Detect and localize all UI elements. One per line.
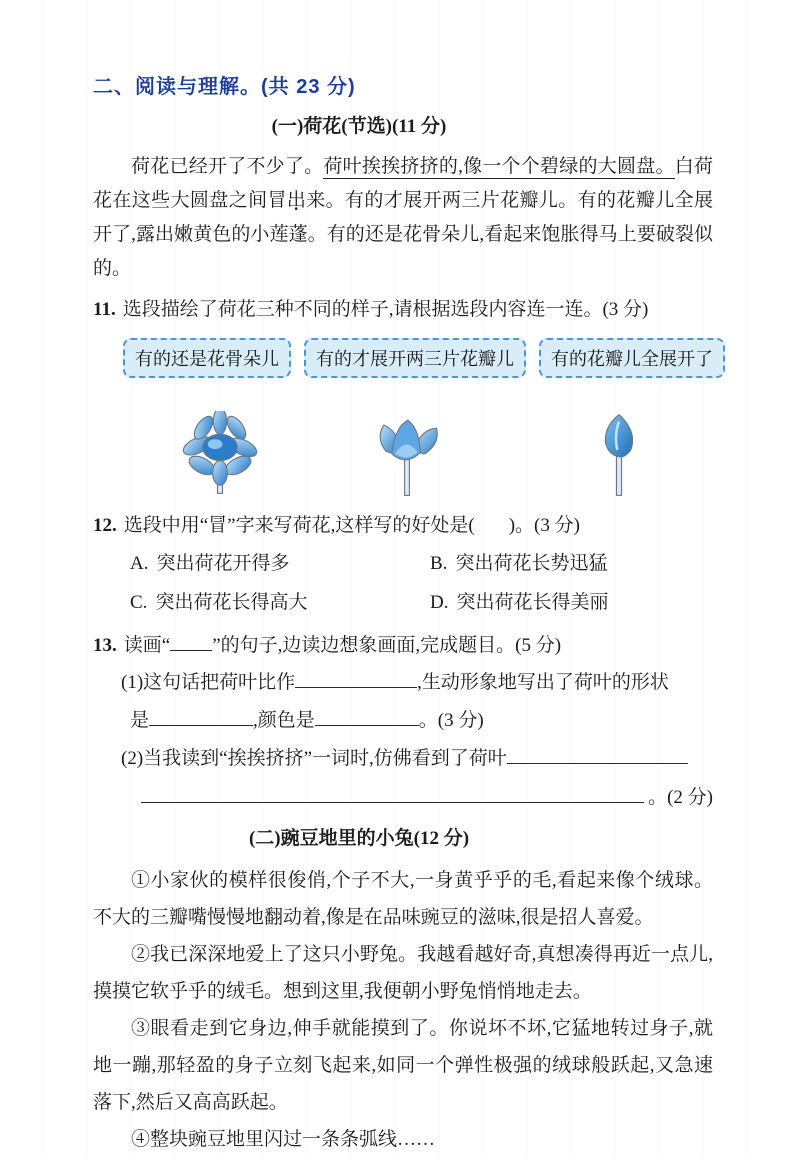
passage1-pre: 荷花已经开了不少了。 <box>131 156 324 177</box>
passage2-paragraph-4: ④整块豌豆地里闪过一条条弧线…… <box>131 1129 436 1150</box>
question-13-sub2-line2 <box>141 778 713 818</box>
section-header: 二、阅读与理解。(共 23 分) <box>93 76 356 98</box>
lotus-full-bloom-image <box>179 411 261 502</box>
lotus-bud-image <box>593 413 645 502</box>
answer-blank <box>295 672 417 688</box>
option-b-letter: B. <box>430 553 448 574</box>
question-13-head-post: ”的句子,边读边想象画面,完成题目。(5 分) <box>212 635 562 656</box>
sub1-line2-b: ,颜色是 <box>253 710 315 731</box>
question-13 <box>93 627 713 664</box>
passage1-underlined-sentence: 荷叶挨挨挤挤的,像一个个碧绿的大圆盘。 <box>323 156 675 177</box>
question-11-text: 选段描绘了荷花三种不同的样子,请根据选段内容连一连。(3 分) <box>122 299 649 320</box>
match-boxes-row <box>123 338 713 378</box>
option-c-letter: C. <box>130 592 148 613</box>
match-box-bud: 有的还是花骨朵儿 <box>123 338 291 378</box>
question-11 <box>93 291 713 328</box>
option-a <box>130 544 430 583</box>
question-12 <box>93 507 713 544</box>
question-12-text-post: )。(3 分) <box>508 515 580 536</box>
question-13-number: 13. <box>93 635 117 656</box>
passage1-post: 出来。有的才展开两三片花瓣儿。有的花瓣儿全展开了,露出嫩黄色的小莲蓬。有的还是花骨朵儿,看起来饱胀得马上要破裂似的。 <box>93 190 713 279</box>
option-b <box>430 544 713 583</box>
paper-content <box>93 74 713 1158</box>
question-12-options <box>130 544 713 622</box>
passage2-text <box>93 862 713 1158</box>
answer-blank <box>507 748 688 764</box>
quoted-line-mark <box>170 635 212 651</box>
passage1-mid: 白荷花在这些大圆盘之间 <box>93 156 713 211</box>
sub2-end: 。(2 分) <box>648 787 713 808</box>
passage2-paragraph-2: ②我已深深地爱上了这只小野兔。我越看越好奇,真想凑得再近一点儿,摸摸它软乎乎的绒毛。想到这里,我便朝小野兔悄悄地走去。 <box>93 944 713 1002</box>
sub1-line2-a: 是 <box>130 710 150 731</box>
flower-images-row <box>93 414 713 502</box>
passage2-paragraph-3: ③眼看走到它身边,伸手就能摸到了。你说坏不坏,它猛地转过身子,就地一蹦,那轻盈的身子立刻飞起来,如同一个弹性极强的绒球般跃起,又急速落下,然后又高高跃起。 <box>93 1018 713 1113</box>
question-13-head-pre: 读画“ <box>123 635 171 656</box>
option-a-text: 突出荷花开得多 <box>156 553 290 574</box>
question-12-number: 12. <box>93 515 117 536</box>
option-c-text: 突出荷花长得高大 <box>155 592 308 613</box>
sub2-pre: (2)当我读到“挨挨挤挤”一词时,仿佛看到了荷叶 <box>121 748 507 769</box>
match-box-partial: 有的才展开两三片花瓣儿 <box>304 338 526 378</box>
answer-blank <box>141 787 644 803</box>
question-13-sub1-line2 <box>130 702 713 740</box>
option-a-letter: A. <box>130 553 149 574</box>
option-d-text: 突出荷花长得美丽 <box>456 592 609 613</box>
sub1-pre: (1)这句话把荷叶比作 <box>121 672 296 693</box>
answer-blank <box>315 710 419 726</box>
passage1-emphasized-char: 冒 <box>267 190 287 211</box>
question-13-sub2-line1 <box>121 740 713 778</box>
option-c <box>130 583 430 622</box>
passage1-title: (一)荷花(节选)(11 分) <box>271 116 447 137</box>
match-box-full: 有的花瓣儿全展开了 <box>539 338 725 378</box>
sub1-line2-c: 。(3 分) <box>418 710 484 731</box>
option-d <box>430 583 713 622</box>
question-13-sub1-line1 <box>121 664 713 702</box>
option-d-letter: D. <box>430 592 449 613</box>
question-12-text-pre: 选段中用“冒”字来写荷花,这样写的好处是( <box>123 515 475 536</box>
passage2-title: (二)豌豆地里的小兔(12 分) <box>248 828 470 849</box>
passage2-paragraph-1: ①小家伙的模样很俊俏,个子不大,一身黄乎乎的毛,看起来像个绒球。不大的三瓣嘴慢慢地翻动着,像是在品味豌豆的滋味,很是招人喜爱。 <box>93 870 713 928</box>
lotus-half-open-image <box>371 417 443 502</box>
option-b-text: 突出荷花长势迅猛 <box>455 553 608 574</box>
passage1-text <box>93 150 713 286</box>
answer-blank <box>149 710 253 726</box>
sub1-mid: ,生动形象地写出了荷叶的形状 <box>417 672 669 693</box>
question-11-number: 11. <box>93 299 116 320</box>
